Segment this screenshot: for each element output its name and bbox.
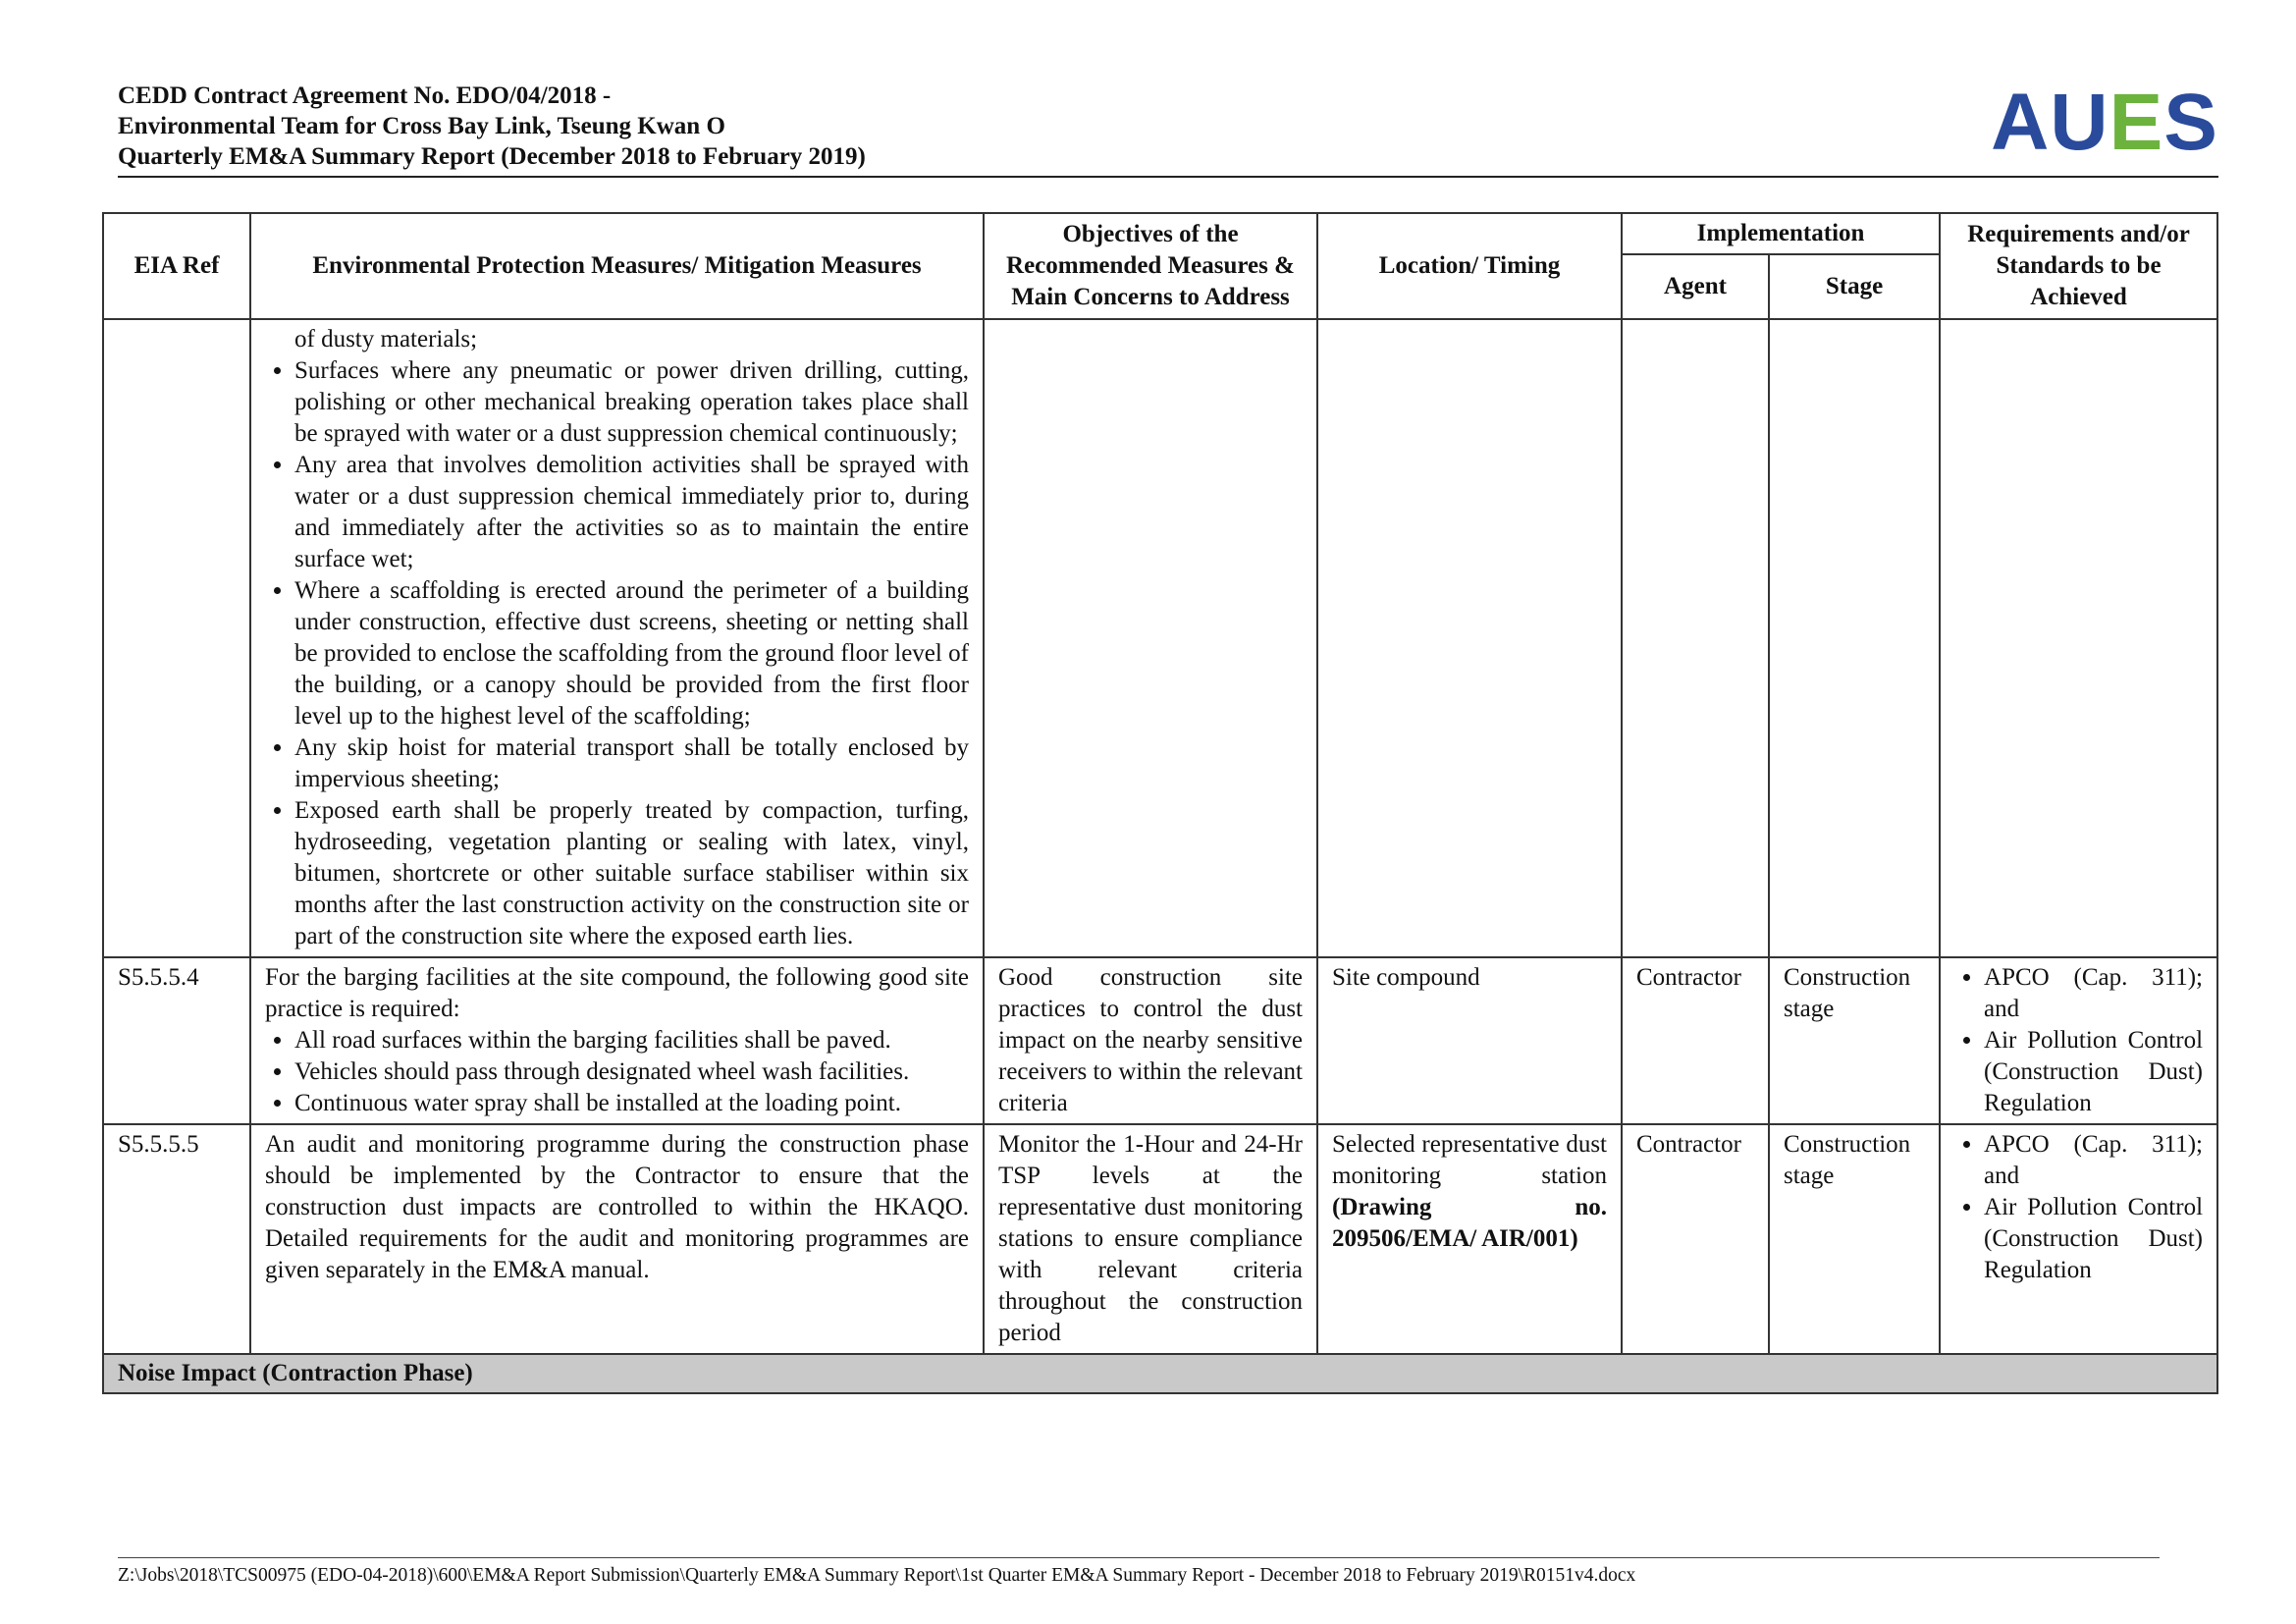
requirements-list [1954, 962, 2203, 1119]
objectives-cell: Monitor the 1-Hour and 24-Hr TSP levels at the representative dust monitoring stations to ensure compliance with relevant criteria throughout the construction period [984, 1124, 1317, 1354]
section-row [103, 1354, 2217, 1393]
section-title-noise: Noise Impact (Contraction Phase) [103, 1354, 2217, 1393]
col-header-agent: Agent [1622, 254, 1769, 319]
requirements-cell [1940, 319, 2217, 957]
footer-file-path: Z:\Jobs\2018\TCS00975 (EDO-04-2018)\600\EM&A Report Submission\Quarterly EM&A Summary Report\1st Quarter EM&A Summary Report - December 2018 to February 2019\R0151v4.docx [118, 1565, 1636, 1586]
stage-cell: Construction stage [1769, 957, 1940, 1124]
eia-ref-cell: S5.5.5.5 [103, 1124, 250, 1354]
mitigation-measures-table [102, 212, 2218, 1394]
measure-intro: For the barging facilities at the site compound, the following good site practice is required: [265, 964, 969, 1022]
header-team-line: Environmental Team for Cross Bay Link, Tseung Kwan O [118, 113, 725, 139]
list-item: • APCO (Cap. 311); and [1984, 962, 2203, 1025]
list-item: • Vehicles should pass through designated wheel wash facilities. [294, 1056, 969, 1088]
continued-text: of dusty materials; [294, 326, 478, 352]
requirements-cell [1940, 1124, 2217, 1354]
location-cell [1317, 319, 1622, 957]
stage-cell: Construction stage [1769, 1124, 1940, 1354]
measure-bullet-list [265, 1025, 969, 1119]
header-contract-line: CEDD Contract Agreement No. EDO/04/2018 - [118, 82, 612, 109]
agent-cell: Contractor [1622, 957, 1769, 1124]
agent-cell [1622, 319, 1769, 957]
page-header [118, 78, 2218, 178]
agent-cell: Contractor [1622, 1124, 1769, 1354]
stage-cell [1769, 319, 1940, 957]
measure-bullet-list [265, 355, 969, 952]
list-item: • APCO (Cap. 311); and [1984, 1129, 2203, 1192]
list-item: • Continuous water spray shall be installed at the loading point. [294, 1088, 969, 1119]
objectives-cell [984, 319, 1317, 957]
col-header-location: Location/ Timing [1317, 213, 1622, 319]
requirements-cell [1940, 957, 2217, 1124]
col-header-objectives: Objectives of the Recommended Measures & Main Concerns to Address [984, 213, 1317, 319]
measures-cell [250, 319, 984, 957]
list-item: • Air Pollution Control (Construction Dust) Regulation [1984, 1025, 2203, 1119]
measures-cell [250, 1124, 984, 1354]
table-row [103, 1124, 2217, 1354]
aues-logo: AUES [1991, 78, 2218, 167]
list-item: • Exposed earth shall be properly treated by compaction, turfing, hydroseeding, vegetation planting or sealing with latex, vinyl, bitumen, shortcrete or other suitable surface stabiliser within six months after the last construction activity on the construction site or part of the construction site where the exposed earth lies. [294, 795, 969, 952]
measure-intro: An audit and monitoring programme during the construction phase should be implemented by the Contractor to ensure that the construction dust impacts are controlled to within the HKAQO. Detailed requirements for the audit and monitoring programmes are given separately in the EM&A manual. [265, 1131, 969, 1283]
location-text: Selected representative dust monitoring station [1332, 1131, 1607, 1189]
col-header-requirements: Requirements and/or Standards to be Achieved [1940, 213, 2217, 319]
list-item: • Air Pollution Control (Construction Dust) Regulation [1984, 1192, 2203, 1286]
requirements-list [1954, 1129, 2203, 1286]
header-report-line: Quarterly EM&A Summary Report (December 2018 to February 2019) [118, 143, 866, 170]
measures-cell [250, 957, 984, 1124]
col-header-stage: Stage [1769, 254, 1940, 319]
location-cell: Site compound [1317, 957, 1622, 1124]
eia-ref-cell [103, 319, 250, 957]
footer-divider [118, 1557, 2160, 1558]
col-header-measures: Environmental Protection Measures/ Mitigation Measures [250, 213, 984, 319]
list-item: • All road surfaces within the barging facilities shall be paved. [294, 1025, 969, 1056]
location-drawing-ref: (Drawing no. 209506/EMA/ AIR/001) [1332, 1194, 1607, 1252]
eia-ref-cell: S5.5.5.4 [103, 957, 250, 1124]
col-header-implementation: Implementation [1622, 213, 1940, 254]
list-item: • Where a scaffolding is erected around the perimeter of a building under construction, effective dust screens, sheeting or netting shall be provided to enclose the scaffolding from the ground floor level of the building, or a canopy should be provided from the first floor level up to the highest level of the scaffolding; [294, 575, 969, 732]
location-cell [1317, 1124, 1622, 1354]
table-row [103, 957, 2217, 1124]
list-item: • Surfaces where any pneumatic or power driven drilling, cutting, polishing or other mechanical breaking operation takes place shall be sprayed with water or a dust suppression chemical continuously; [294, 355, 969, 450]
table-header-row [103, 213, 2217, 254]
col-header-eia-ref: EIA Ref [103, 213, 250, 319]
list-item: • Any skip hoist for material transport shall be totally enclosed by impervious sheeting; [294, 732, 969, 795]
table-row [103, 319, 2217, 957]
objectives-cell: Good construction site practices to control the dust impact on the nearby sensitive receivers to within the relevant criteria [984, 957, 1317, 1124]
list-item: • Any area that involves demolition activities shall be sprayed with water or a dust suppression chemical immediately prior to, during and immediately after the activities so as to maintain the entire surface wet; [294, 450, 969, 575]
